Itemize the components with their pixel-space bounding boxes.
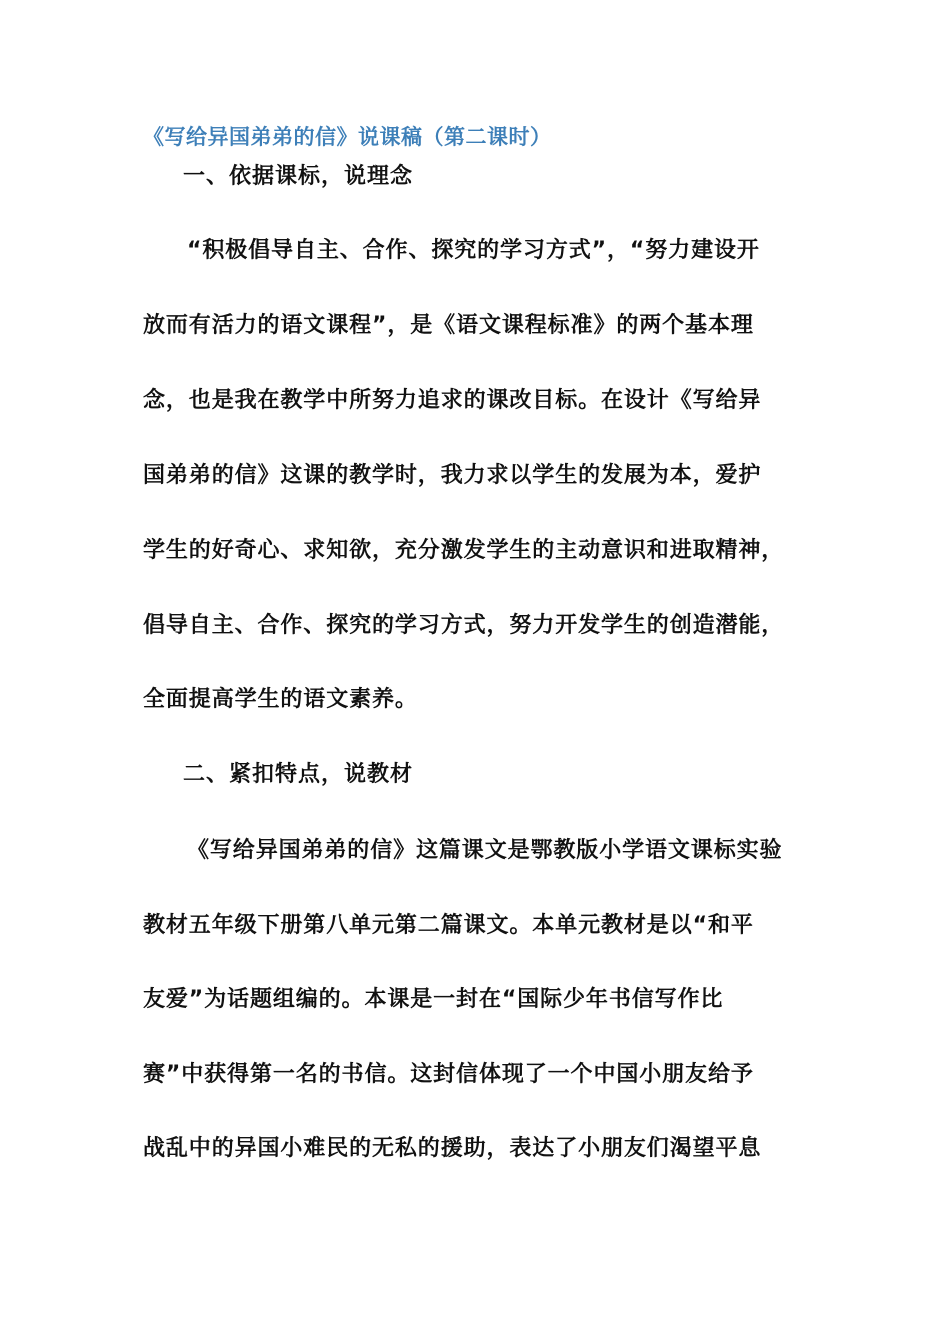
paragraph-line: 学生的好奇心、求知欲，充分激发学生的主动意识和进取精神， bbox=[143, 538, 785, 563]
paragraph-line: 全面提高学生的语文素养。 bbox=[143, 687, 418, 712]
paragraph-line: 念，也是我在教学中所努力追求的课改目标。在设计《写给异 bbox=[143, 388, 762, 413]
paragraph-line: “积极倡导自主、合作、探究的学习方式”，“努力建设开 bbox=[187, 238, 760, 263]
paragraph-line: 战乱中的异国小难民的无私的援助，表达了小朋友们渴望平息 bbox=[143, 1136, 762, 1161]
document-title: 《写给异国弟弟的信》说课稿（第二课时） bbox=[143, 125, 552, 149]
paragraph-line: 赛”中获得第一名的书信。这封信体现了一个中国小朋友给予 bbox=[143, 1062, 754, 1087]
paragraph-line: 倡导自主、合作、探究的学习方式，努力开发学生的创造潜能， bbox=[143, 613, 785, 638]
section-2-heading: 二、紧扣特点，说教材 bbox=[183, 762, 414, 787]
paragraph-line: 教材五年级下册第八单元第二篇课文。本单元教材是以“和平 bbox=[143, 913, 754, 938]
paragraph-line: 《写给异国弟弟的信》这篇课文是鄂教版小学语文课标实验 bbox=[187, 838, 783, 863]
paragraph-line: 友爱”为话题组编的。本课是一封在“国际少年书信写作比 bbox=[143, 987, 724, 1012]
section-1-heading: 一、依据课标，说理念 bbox=[183, 164, 414, 189]
paragraph-line: 国弟弟的信》这课的教学时，我力求以学生的发展为本，爱护 bbox=[143, 463, 762, 488]
paragraph-line: 放而有活力的语文课程”，是《语文课程标准》的两个基本理 bbox=[143, 313, 754, 338]
